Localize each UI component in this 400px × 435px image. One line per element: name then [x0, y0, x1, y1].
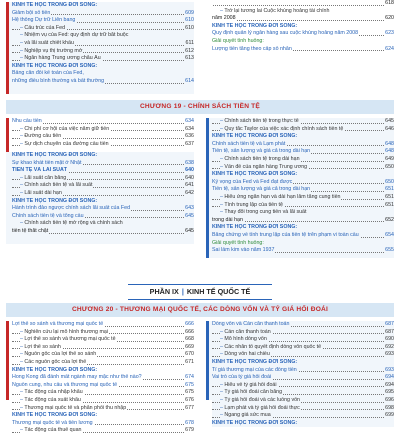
toc-entry-title: – Quy tắc Taylor của việc xác định chính sách tiền tệ — [220, 126, 344, 132]
toc-entry-title: Ký vọng của Fed và Fed đạt được — [212, 178, 293, 185]
toc-entry-title: – và lãi suất chiết khấu — [20, 40, 75, 46]
toc-page-number: 641 — [185, 182, 194, 189]
toc-entry-title — [212, 0, 213, 6]
toc-entry-title: – Hiểu về tỷ giá hối đoái — [220, 382, 278, 388]
toc-entry-title: – Tác động của thuế quan — [20, 427, 82, 433]
toc-entry-title: Bảng cân đối kế toán của Fed, — [12, 70, 84, 77]
toc-subheading — [12, 198, 194, 206]
toc-entry — [12, 133, 194, 141]
toc-entry-title: – Lợi thế so sánh — [20, 344, 62, 350]
toc-page-number: 699 — [385, 412, 394, 419]
toc-entry — [212, 412, 394, 420]
toc-entry-title: – Mô hình dòng vốn — [220, 336, 268, 342]
toc-entry-title: KINH TẾ HỌC TRONG ĐỜI SỐNG: — [12, 2, 98, 8]
toc-entry — [12, 405, 194, 413]
toc-entry-title: Giảm bội số tiền — [12, 9, 51, 16]
toc-entry-title: – Lãi suất dài hạn — [20, 190, 63, 196]
toc-subheading — [12, 2, 194, 10]
toc-entry — [12, 78, 194, 86]
toc-page-number: 652 — [385, 216, 394, 223]
toc-entry-title: KINH TẾ HỌC TRONG ĐỜI SỐNG: — [212, 171, 298, 178]
toc-page-number: 679 — [185, 427, 194, 434]
toc-page-number: 668 — [185, 336, 194, 343]
toc-page-number: 654 — [385, 231, 394, 238]
toc-page-number: 614 — [185, 77, 194, 84]
toc-entry-title: – Cán cân thanh toán — [220, 329, 272, 335]
toc-entry-title: Dòng vốn và Cán cân thanh toán — [212, 321, 290, 327]
toc-entry-title: Sự khao khát tiền mặt ở Nhật — [12, 159, 82, 166]
toc-entry — [12, 427, 194, 435]
toc-entry — [12, 359, 194, 367]
toc-entry-title: tiền tệ thắt chặt — [12, 227, 49, 234]
toc-entry — [12, 182, 194, 190]
toc-entry — [212, 232, 394, 240]
toc-entry — [212, 217, 394, 225]
toc-subheading — [212, 38, 394, 46]
toc-entry-title: – Cấu trúc của Fed — [20, 25, 66, 31]
toc-page-number: 694 — [385, 374, 394, 381]
toc-page-number: 624 — [385, 45, 394, 52]
toc-subheading — [212, 359, 394, 367]
toc-page-number: 636 — [185, 133, 194, 140]
toc-entry — [12, 167, 194, 175]
toc-page-number: 687 — [385, 328, 394, 335]
toc-entry-title: – Đường cầu tiền — [20, 133, 62, 139]
toc-entry-title: – Các nhân tố quyết định dòng vốn quốc tế — [220, 344, 322, 350]
toc-entry — [212, 0, 394, 8]
toc-entry-title: Giải quyết tình huống: — [212, 239, 264, 246]
toc-entry — [12, 329, 194, 337]
toc-entry — [12, 17, 194, 25]
toc-entry-title: KINH TẾ HỌC TRONG ĐỜI SỐNG: — [212, 419, 298, 426]
toc-page-number: 675 — [185, 381, 194, 388]
toc-entry-title: KINH TẾ HỌC TRONG ĐỜI SỐNG: — [12, 152, 98, 158]
toc-entry — [212, 367, 394, 375]
toc-entry — [12, 344, 194, 352]
toc-page-number: 640 — [185, 167, 194, 174]
toc-page-number: 610 — [185, 24, 194, 31]
toc-page-number: 640 — [185, 174, 194, 181]
toc-page-number: 696 — [385, 396, 394, 403]
ch20-left-section — [6, 321, 194, 434]
toc-entry — [12, 25, 194, 33]
toc-entry-title: – Nghiên cứu lại mô hình thương mại — [20, 329, 109, 335]
toc-entry — [12, 382, 194, 390]
toc-entry-title: – Dòng vốn hai chiều — [220, 351, 271, 357]
top-right-entries — [212, 0, 394, 53]
toc-entry-title: – Sự dịch chuyển của đường cầu tiền — [20, 141, 110, 147]
toc-page-number: 670 — [185, 351, 194, 358]
ch20-right-entries — [212, 321, 394, 427]
section-marker — [6, 118, 9, 152]
toc-entry-title: – Ngang giá sức mua — [220, 412, 272, 418]
toc-entry — [12, 397, 194, 405]
toc-entry-title: – Lãi suất cân bằng — [20, 175, 67, 181]
toc-entry — [12, 374, 194, 382]
toc-entry-title: Quy định quản lý ngân hàng sau cuộc khủng hoảng năm 2008 — [212, 30, 359, 37]
part-title: KINH TẾ QUỐC TẾ — [186, 287, 251, 296]
toc-page-number: 611 — [185, 39, 194, 46]
toc-entry — [212, 344, 394, 352]
toc-entry-title: Hành trình đảo ngược chính sách lãi suất của Fed — [12, 205, 131, 212]
section-marker — [206, 321, 209, 400]
chapter-19-heading: CHƯƠNG 19 - CHÍNH SÁCH TIỀN TỆ — [6, 100, 394, 114]
toc-page-number: 693 — [385, 366, 394, 373]
toc-entry-title: Tỉ giá thương mại của các đồng tiền — [212, 366, 297, 373]
toc-entry-title: – Chính sách tiền tệ mở rộng và chính sách — [20, 220, 124, 226]
ch19-right-entries — [212, 118, 394, 255]
toc-entry-title: KINH TẾ HỌC TRONG ĐỜI SỐNG: — [212, 358, 298, 365]
toc-page-number: 646 — [385, 125, 394, 132]
toc-entry-title: – Chính sách tiền tệ trong dài hạn — [220, 156, 301, 162]
toc-entry — [212, 202, 394, 210]
toc-page-number: 650 — [385, 163, 394, 170]
toc-page-number: 671 — [185, 358, 194, 365]
toc-page-number: 634 — [185, 118, 194, 124]
toc-page-number: 642 — [185, 189, 194, 196]
toc-entry-title: – Ngân hàng Trung ương châu Âu — [20, 55, 102, 61]
ch19-left-section-a — [6, 118, 194, 152]
toc-entry — [212, 382, 394, 390]
ch20-left-entries — [12, 321, 194, 435]
toc-page-number: 687 — [385, 321, 394, 327]
toc-entry — [12, 228, 194, 236]
toc-entry-title: – Nguồn gốc của lợi thế so sánh — [20, 351, 97, 357]
top-right-section — [206, 0, 394, 62]
toc-entry — [212, 30, 394, 38]
toc-entry-title: – Nhiệm vụ của Fed: quy định dự trữ bắt buộc — [20, 32, 129, 38]
toc-page-number: 693 — [385, 351, 394, 358]
toc-entry — [212, 209, 394, 217]
toc-subheading — [212, 240, 394, 248]
toc-page-number: 677 — [185, 404, 194, 411]
toc-subheading — [212, 23, 394, 31]
toc-entry — [212, 247, 394, 255]
toc-page-number: 651 — [385, 186, 394, 193]
top-left-column — [6, 2, 194, 94]
toc-entry-title: Bằng chứng về tính trung lập của tiền tệ trên phạm vi toàn cầu — [212, 231, 359, 238]
toc-entry — [12, 389, 194, 397]
toc-entry — [212, 351, 394, 359]
toc-page-number: 637 — [185, 140, 194, 147]
toc-entry-title: – Tác động của nhập khẩu — [20, 389, 84, 395]
toc-entry — [12, 220, 194, 228]
toc-entry — [212, 179, 394, 187]
ch19-left-b-entries — [12, 152, 194, 236]
part-heading — [128, 284, 272, 300]
toc-page-number: 692 — [385, 343, 394, 350]
toc-entry-title: – Tỷ giá hối đoái cân bằng — [220, 389, 283, 395]
toc-entry — [12, 190, 194, 198]
toc-entry — [212, 8, 394, 16]
toc-entry — [212, 141, 394, 149]
toc-entry — [12, 175, 194, 183]
toc-page-number: 623 — [385, 30, 394, 37]
toc-page-number: 698 — [385, 404, 394, 411]
toc-page-number: 610 — [185, 17, 194, 24]
ch20-right-section — [206, 321, 394, 426]
toc-entry — [212, 156, 394, 164]
part-label: PHẦN IX — [149, 287, 179, 296]
toc-entry-title: – Tính trung lập của tiền tệ — [220, 202, 284, 208]
toc-page-number: 694 — [385, 381, 394, 388]
toc-entry-title: – Nghiệp vụ thị trường mở — [20, 48, 83, 54]
toc-entry-title: trong dài hạn — [212, 216, 243, 223]
toc-entry — [212, 46, 394, 54]
toc-entry-title: Tiền tệ, sản lượng và giá cả trong dài hạn — [212, 186, 311, 193]
toc-page-number: 648 — [385, 140, 394, 147]
ch19-left-a-entries — [12, 118, 194, 148]
toc-entry-title: KINH TẾ HỌC TRONG ĐỜI SỐNG: — [212, 133, 298, 140]
toc-entry — [212, 148, 394, 156]
toc-entry — [12, 205, 194, 213]
toc-entry — [12, 321, 194, 329]
toc-entry-title: – Tác động của xuất khẩu — [20, 397, 82, 403]
toc-entry-title: Hệ thống Dự trữ Liên bang — [12, 17, 76, 24]
toc-entry — [12, 336, 194, 344]
toc-entry-title: Hong Kong đã đánh mất ngành may mặc như thế nào? — [12, 374, 142, 381]
toc-entry-title: Chính sách tiền tệ và Lạm phát — [212, 140, 286, 147]
toc-entry — [212, 397, 394, 405]
toc-entry-title: – Lợi thế so sánh và thương mại quốc tế — [20, 336, 117, 342]
toc-entry-title: – Vấn đề của ngân hàng Trung ương — [220, 164, 308, 170]
toc-entry-title: Nguồn cung, nhu cầu và thương mại quốc tế — [12, 381, 118, 388]
toc-entry-title: KINH TẾ HỌC TRONG ĐỜI SỐNG: — [12, 197, 98, 204]
toc-subheading — [12, 367, 194, 375]
toc-entry — [12, 70, 194, 78]
toc-entry — [12, 351, 194, 359]
toc-page-number: 645 — [185, 227, 194, 234]
toc-entry-title: Thương mại quốc tế và tiền lương — [12, 419, 93, 426]
toc-subheading — [12, 152, 194, 160]
toc-entry-title: Giải quyết tình huống: — [212, 37, 264, 44]
toc-page-number: 676 — [185, 396, 194, 403]
toc-subheading — [212, 133, 394, 141]
toc-entry-title: – Lạm phát và tỷ giá hối đoái thực — [220, 405, 301, 411]
toc-entry-title: TIỀN TỆ VÀ LÃI SUẤT — [12, 167, 68, 174]
toc-entry — [212, 194, 394, 202]
toc-page-number: 648 — [385, 148, 394, 155]
toc-page-number: 634 — [185, 125, 194, 132]
toc-page-number: 695 — [385, 389, 394, 396]
toc-entry-title: – Hiểu ứng ngắn hạn và dài hạn lâm tăng cung tiền — [220, 194, 341, 200]
toc-entry — [12, 32, 194, 40]
top-left-section — [6, 2, 194, 94]
toc-page-number: 651 — [385, 201, 394, 208]
toc-page-number: 655 — [385, 247, 394, 254]
toc-entry — [212, 374, 394, 382]
toc-page-number: 666 — [185, 321, 194, 327]
toc-entry — [12, 48, 194, 56]
toc-entry-title: Sai lầm kim vào năm 1937 — [212, 247, 275, 254]
toc-entry-title: Lượng tiền tăng theo cấp số nhân — [212, 45, 292, 52]
toc-entry-title: KINH TẾ HỌC TRONG ĐỜI SỐNG: — [12, 366, 98, 373]
toc-entry — [212, 164, 394, 172]
toc-page-number: 649 — [385, 155, 394, 162]
toc-entry-title: – Các nguồn gốc của lợi thế — [20, 359, 87, 365]
toc-entry — [212, 126, 394, 134]
toc-entry — [12, 141, 194, 149]
toc-page-number: 609 — [185, 9, 194, 16]
toc-entry — [212, 186, 394, 194]
toc-entry — [12, 420, 194, 428]
toc-entry — [212, 329, 394, 337]
ch19-right-section — [206, 118, 394, 258]
toc-entry — [212, 15, 394, 23]
toc-page-number: 678 — [185, 419, 194, 426]
toc-page-number: 638 — [185, 159, 194, 166]
toc-page-number: 674 — [185, 374, 194, 381]
toc-page-number: 613 — [185, 55, 194, 62]
toc-page-number: 618 — [385, 0, 394, 6]
toc-entry-title: năm 2008 — [212, 15, 236, 22]
chapter-20-left-column — [6, 321, 194, 434]
toc-entry-title: Chính sách tiền tệ và tổng cầu — [12, 212, 84, 219]
toc-entry-title: – Chi phí cơ hội của việc nắm giữ tiền — [20, 126, 110, 132]
toc-entry — [212, 336, 394, 344]
toc-entry-title: – Tỷ giá hối đoái và các luồng vốn — [220, 397, 301, 403]
toc-entry-title: – Chính sách tiền tệ và lãi suất — [20, 182, 93, 188]
toc-entry — [12, 213, 194, 221]
toc-entry — [12, 55, 194, 63]
toc-subheading — [212, 224, 394, 232]
top-right-column — [206, 0, 394, 62]
toc-subheading — [12, 63, 194, 71]
toc-subheading — [12, 412, 194, 420]
section-marker — [6, 2, 9, 94]
toc-subheading — [212, 171, 394, 179]
chapter-19-right-column — [206, 118, 394, 258]
toc-entry-title: Tiền tệ, sản lượng và giá cả trong dài hạn — [212, 148, 311, 155]
toc-entry — [12, 118, 194, 126]
toc-page-number: 666 — [185, 328, 194, 335]
toc-entry — [12, 160, 194, 168]
toc-page-number: 645 — [185, 212, 194, 219]
toc-page-number: 612 — [185, 47, 194, 54]
toc-entry-title: Lợi thế so sánh và thương mại quốc tế — [12, 321, 104, 327]
toc-page-number: 650 — [385, 178, 394, 185]
toc-entry-title: – Thay đổi trong cung tiền và lãi suất — [220, 209, 307, 215]
chapter-19-left-column — [6, 118, 194, 244]
toc-entry-title: – Trở lại tương lai Cuộc khủng hoảng tài chính — [220, 8, 330, 14]
toc-page-number: 620 — [385, 15, 394, 22]
toc-entry — [12, 126, 194, 134]
toc-entry-title: KINH TẾ HỌC TRONG ĐỜI SỐNG: — [12, 412, 98, 419]
toc-page-number: 651 — [385, 193, 394, 200]
toc-entry — [212, 321, 394, 329]
toc-entry-title: những điều bình thường và bất thường — [12, 77, 105, 84]
toc-entry — [12, 10, 194, 18]
toc-page-number: 669 — [185, 343, 194, 350]
toc-entry-title: – Chính sách tiền tệ trong thực tế — [220, 118, 300, 124]
toc-page-number: 645 — [385, 118, 394, 124]
toc-entry — [212, 405, 394, 413]
toc-entry-title: Nhu cầu tiền — [12, 118, 42, 124]
toc-entry-title: KINH TẾ HỌC TRONG ĐỜI SỐNG: — [12, 62, 98, 69]
chapter-20-right-column — [206, 321, 394, 426]
toc-page-number: 690 — [385, 336, 394, 343]
toc-entry-title: KINH TẾ HỌC TRONG ĐỜI SỐNG: — [212, 224, 298, 231]
part-separator: | — [181, 287, 184, 296]
toc-entry-title: Vai trò của tỷ giá hối đoái — [212, 374, 272, 381]
toc-entry-title: – Thương mại quốc tế và phân phối thu nhập — [20, 405, 127, 411]
toc-page-number: 643 — [185, 205, 194, 212]
chapter-20-heading: CHƯƠNG 20 - THƯƠNG MẠI QUỐC TẾ, CÁC DÒNG VỐN VÀ TỶ GIÁ HỐI ĐOÁI — [6, 303, 394, 317]
toc-entry — [212, 389, 394, 397]
toc-entry — [12, 40, 194, 48]
toc-entry-title: KINH TẾ HỌC TRONG ĐỜI SỐNG: — [212, 22, 298, 29]
section-marker — [206, 118, 209, 258]
toc-page-number: 675 — [185, 389, 194, 396]
toc-entry — [212, 118, 394, 126]
section-marker — [6, 321, 9, 400]
ch19-left-section-b — [6, 152, 194, 244]
toc-subheading — [212, 420, 394, 428]
top-left-entries — [12, 2, 194, 86]
